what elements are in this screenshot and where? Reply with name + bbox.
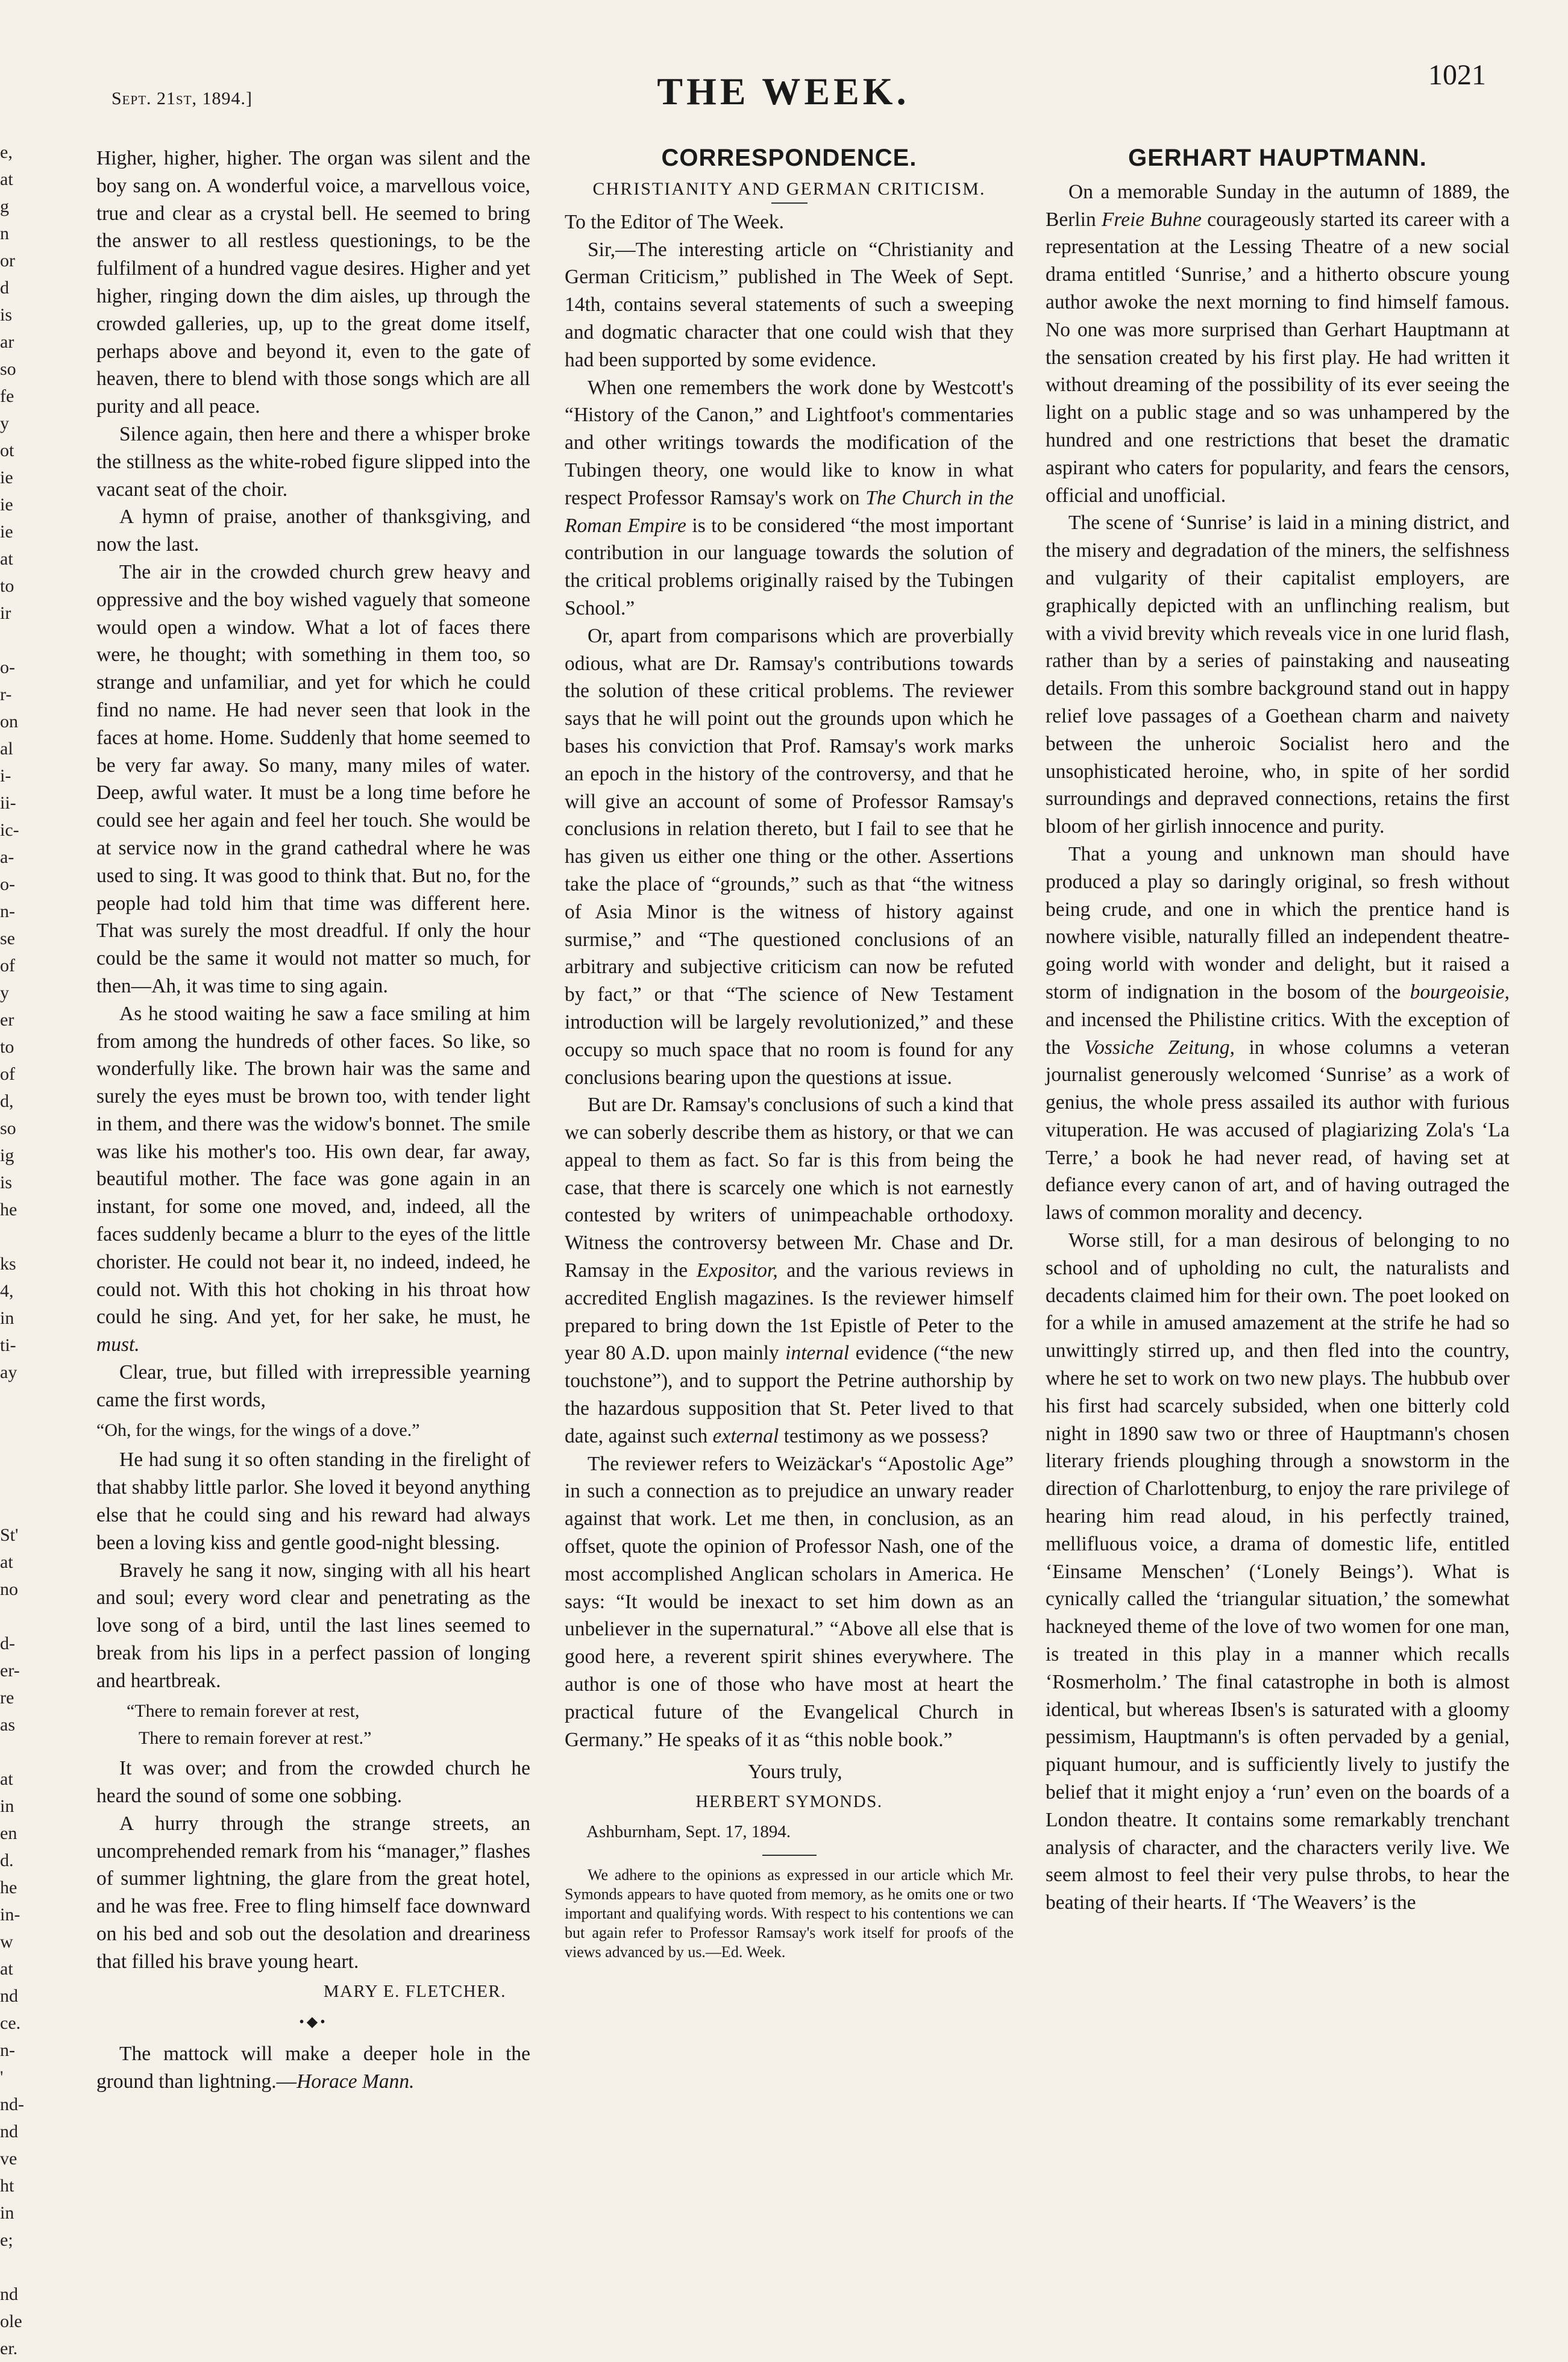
- margin-fragment: at: [0, 549, 13, 569]
- paragraph: Bravely he sang it now, singing with all his heart and soul; every word clear and penetrating as the love song of a bird, until the last lines seemed to break from his lips in a perfect passion of longing and heartbreak.: [96, 1559, 530, 1692]
- margin-fragment: in: [0, 1796, 14, 1816]
- margin-fragment: d-: [0, 1634, 15, 1653]
- margin-fragment: nd-: [0, 2094, 24, 2114]
- emphasis: external: [712, 1424, 779, 1447]
- page-number: 1021: [1428, 59, 1486, 91]
- margin-fragment: e,: [0, 142, 13, 162]
- emphasis: internal: [785, 1342, 850, 1365]
- paragraph: Worse still, for a man desirous of belonging to no school and of upholding no cult, the naturalists and decadents claimed him for their own. The poet looked on for a while in amused amazement at the strife he had so unwittingly stirred up, and then fled into the country, where he set to work on two new plays. The hubbub over his first had scarcely subsided, when one bitterly cold night in 1890 saw two or three of Hauptmann's chosen literary friends ploughing through a snowstorm in the direction of Charlottenburg, to enjoy the rare privilege of hearing him read aloud, in his perfectly trained, mellifluous voice, a drama of domestic life, entitled ‘Einsame Menschen’ (‘Lonely Beings’). What is cynically called the ‘triangular situation,’ the somewhat hackneyed theme of the love of two women for one man, is treated in this play in a manner which recalls ‘Rosmerholm.’ The final catastrophe in both is almost identical, but whereas Ibsen's is saturated with a gloomy pessimism, Hauptmann's is often pervaded by a genial, piquant humour, and is sufficiently lively to justify the belief that it might enjoy a ‘run’ even on the boards of a London theatre. It contains some remarkably trenchant analysis of character, and the characters verily live. We seem almost to feel their very pulse throbs, to hear the beating of their hearts. If ‘The Weavers’ is the: [1046, 1229, 1510, 1914]
- margin-fragment: r-: [0, 684, 12, 704]
- paragraph-text: That a young and unknown man should have produced a play so daringly original, so fresh without being crude, and one in which the prentice hand is nowhere visible, naturally filled an independent theatre-going world with wonder and delight, but it raised a storm of indignation in the bosom of the: [1046, 842, 1510, 1003]
- margin-fragment: [0, 1413, 24, 1440]
- margin-fragment: d,: [0, 1091, 14, 1111]
- margin-fragment: ii-: [0, 793, 16, 813]
- epigraph-author: Horace Mann.: [296, 2070, 415, 2093]
- verse: [96, 1697, 530, 1753]
- paragraph: Or, apart from comparisons which are proverbially odious, what are Dr. Ramsay's contributions towards the solution of these critical problems. The reviewer says that he will point out the grounds upon which he bases his conviction that Prof. Ramsay's work marks an epoch in the history of the controversy, and that he will give an account of some of Professor Ramsay's conclusions in relation thereto, but I fail to see that he has given us either one thing or the other. Assertions take the place of “grounds,” such as that “the witness of Asia Minor is the witness of history against surmise,” and “The questioned conclusions of an arbitrary and subjective criticism can now be refuted by fact,” or that “The science of New Testament introduction will be largely revolutionized,” and these occupy so much space that no room is found for any conclusions bearing upon the questions at issue.: [565, 624, 1014, 1089]
- margin-fragment: in: [0, 2203, 14, 2223]
- column-hauptmann: [1046, 145, 1510, 1917]
- letter-place-date: Ashburnham, Sept. 17, 1894.: [586, 1822, 791, 1842]
- margin-fragment: o-: [0, 657, 15, 677]
- column-correspondence: [565, 145, 1014, 1962]
- margin-fragment: o-: [0, 874, 15, 894]
- margin-fragment: n-: [0, 901, 15, 921]
- paragraph: [1046, 178, 1510, 510]
- margin-fragment: y: [0, 413, 9, 433]
- letter-closing: Yours truly,: [748, 1761, 842, 1784]
- letter-signature: HERBERT SYMONDS.: [695, 1792, 883, 1812]
- emphasis: bourgeoisie,: [1410, 980, 1510, 1003]
- divider: •◆•: [299, 2014, 328, 2031]
- margin-fragment: se: [0, 929, 15, 948]
- emphasis: must.: [96, 1333, 140, 1356]
- margin-fragment: [0, 1738, 24, 1765]
- margin-fragment: in-: [0, 1905, 20, 1925]
- margin-fragment: in: [0, 1308, 14, 1328]
- author-signature: MARY E. FLETCHER.: [323, 1981, 506, 2001]
- margin-fragment: n: [0, 224, 9, 243]
- paragraph: [96, 1000, 530, 1359]
- rule: [762, 1855, 817, 1856]
- paragraph: A hurry through the strange streets, an uncomprehended remark from his “manager,” flashes of summer lightning, the glare from the great hotel, and he was free. Free to fling himself face downward on his bed and sob out the desolation and dreariness that filled his brave young heart.: [96, 1812, 530, 1973]
- section-heading: CORRESPONDENCE.: [661, 145, 917, 171]
- margin-fragment: y: [0, 983, 9, 1003]
- journal-title: THE WEEK.: [657, 70, 910, 113]
- paragraph: [1046, 841, 1510, 1227]
- margin-fragment: ': [0, 2067, 4, 2087]
- paragraph: [565, 1091, 1014, 1450]
- margin-fragment: is: [0, 305, 13, 325]
- letter-title: CHRISTIANITY AND GERMAN CRITICISM.: [592, 178, 986, 199]
- margin-fragment: [0, 1223, 24, 1250]
- margin-fragment: [0, 1386, 24, 1413]
- editor-note: We adhere to the opinions as expressed in our article which Mr. Symonds appears to have quoted from memory, as he omits one or two important and qualifying words. With respect to his contentions we can but again refer to Professor Ramsay's work itself for proofs of the views advanced by us.—Ed. Week.: [565, 1865, 1014, 1961]
- left-margin-fragments: [0, 139, 24, 2358]
- margin-fragment: so: [0, 1118, 16, 1138]
- margin-fragment: [0, 627, 24, 654]
- paragraph: A hymn of praise, another of thanksgiving, and now the last.: [96, 506, 530, 556]
- margin-fragment: on: [0, 712, 18, 731]
- margin-fragment: ks: [0, 1254, 16, 1274]
- verse-line: “There to remain forever at rest,: [127, 1700, 360, 1721]
- margin-fragment: fe: [0, 386, 14, 406]
- paragraph-text: As he stood waiting he saw a face smiling at him from among the hundreds of other faces. So like, so wonderfully like. The brown hair was the same and surely the eyes must be brown too, with tender light in them, and there was the widow's bonnet. The smile was like his mother's too. His own dear, far away, beautiful mother. The face was gone again in an instant, for some one moved, and, indeed, all the faces suddenly became a blurr to the eyes of the little chorister. He could not bear it, no indeed, indeed, he could not. With this hot choking in his throat how could he sing. And yet, for her sake, he must, he: [96, 1002, 530, 1329]
- paragraph-text: in whose columns a veteran journalist generously welcomed ‘Sunrise’ as a work of genius, the whole press assailed its author with furious vituperation. He was accused of plagiarizing Zola's ‘La Terre,’ a book he had never read, of having set at defiance every canon of art, and of having outraged the laws of common morality and decency.: [1046, 1036, 1510, 1224]
- verse-line: “Oh, for the wings, for the wings of a dove.”: [96, 1420, 420, 1440]
- margin-fragment: ig: [0, 1145, 14, 1165]
- margin-fragment: ir: [0, 603, 11, 623]
- paragraph-text: is to be considered “the most important contribution in our language towards the solution of the critical problems originally raised by the Tubingen School.”: [565, 514, 1014, 619]
- section-heading: GERHART HAUPTMANN.: [1128, 145, 1427, 171]
- paragraph: Clear, true, but filled with irrepressible yearning came the first words,: [96, 1361, 530, 1411]
- paragraph: Higher, higher, higher. The organ was silent and the boy sang on. A wonderful voice, a marvellous voice, true and clear as a crystal bell. He seemed to bring the answer to all restless questionings, to be the fulfilment of a hundred vague desires. Higher and yet higher, ringing down the dim aisles, up through the crowded galleries, up, up to the great dome itself, perhaps above and beyond it, even to the gate of heaven, there to blend with those songs which are all purity and all peace.: [96, 147, 530, 418]
- margin-fragment: is: [0, 1173, 13, 1192]
- emphasis: The Church in the Roman Empire: [565, 486, 1014, 537]
- margin-fragment: to: [0, 576, 14, 596]
- margin-fragment: to: [0, 1037, 14, 1057]
- margin-fragment: i-: [0, 766, 11, 786]
- salutation: To the Editor of The Week.: [565, 210, 784, 233]
- margin-fragment: nd: [0, 2122, 18, 2141]
- margin-fragment: re: [0, 1688, 14, 1708]
- margin-fragment: ht: [0, 2176, 14, 2196]
- margin-fragment: er-: [0, 1661, 20, 1681]
- margin-fragment: he: [0, 1200, 17, 1220]
- paragraph: Silence again, then here and there a whisper broke the stillness as the white-robed figure slipped into the vacant seat of the choir.: [96, 422, 530, 501]
- margin-fragment: at: [0, 1769, 13, 1789]
- paragraph: Sir,—The interesting article on “Christianity and German Criticism,” published in The Week of Sept. 14th, contains several statements of such a sweeping and dogmatic character that one could wish that they had been supported by some evidence.: [565, 238, 1014, 371]
- margin-fragment: er: [0, 1010, 14, 1030]
- margin-fragment: ay: [0, 1362, 17, 1382]
- margin-fragment: ot: [0, 440, 14, 460]
- margin-fragment: ie: [0, 468, 13, 487]
- margin-fragment: of: [0, 1064, 15, 1084]
- margin-fragment: al: [0, 739, 13, 759]
- margin-fragment: ole: [0, 2311, 22, 2331]
- paragraph-text: testimony as we possess?: [783, 1424, 989, 1447]
- emphasis: Vossiche Zeitung,: [1084, 1036, 1235, 1059]
- margin-fragment: a-: [0, 847, 14, 867]
- margin-fragment: St': [0, 1525, 19, 1545]
- margin-fragment: n-: [0, 2040, 15, 2060]
- epigraph-text: The mattock will make a deeper hole in the ground than lightning.—: [96, 2043, 530, 2093]
- margin-fragment: d: [0, 278, 9, 298]
- issue-date: Sept. 21st, 1894.]: [111, 89, 253, 108]
- verse: [96, 1417, 530, 1444]
- margin-fragment: he: [0, 1878, 17, 1897]
- emphasis: Freie Buhne: [1101, 208, 1202, 231]
- margin-fragment: [0, 1467, 24, 1494]
- paragraph: The reviewer refers to Weizäckar's “Apostolic Age” in such a connection as to prejudice an unwary reader against that work. Let me then, in conclusion, as an offset, quote the opinion of Professor Nash, one of the most accomplished Anglican scholars in America. He says: “It would be inexact to set him down as an unbeliever in the supernatural.” “Above all else that is good here, a reverent spirit shines everywhere. The author is one of those who have most at heart the practical future of the Evangelical Church in Germany.” He speaks of it as “this noble book.”: [565, 1452, 1014, 1751]
- paragraph: The air in the crowded church grew heavy and oppressive and the boy wished vaguely that someone would open a window. What a lot of faces there were, he thought; with something in them too, so strange and unfamiliar, and yet for which he could find no name. He had never seen that look in the faces at home. Home. Suddenly that home seemed to be very far away. So many, many miles of water. Deep, awful water. It must be a long time before he could see her again and feel her touch. She would be at service now in the grand cathedral where he was used to sing. It was good to think that. But no, for the people had told him that time was different here. That was surely the most dreadful. If only the hour could be the same it would not matter so much, for then—Ah, it was time to sing again.: [96, 560, 530, 997]
- margin-fragment: ce.: [0, 2013, 21, 2033]
- margin-fragment: g: [0, 196, 9, 216]
- emphasis: Expositor,: [696, 1259, 778, 1282]
- paragraph-text: But are Dr. Ramsay's conclusions of such a kind that we can soberly describe them as history, or that we can appeal to them as fact. So far is this from being the case, that there is scarcely one which is not earnestly contested by writers of unimpeachable orthodoxy. Witness the controversy between Mr. Chase and Dr. Ramsay in the: [565, 1094, 1014, 1282]
- paragraph-text: and the various reviews in accredited English magazines. Is the reviewer himself prepared to bring down the 1st Epistle of Peter to the year 80 A.D. upon mainly: [565, 1259, 1014, 1365]
- margin-fragment: as: [0, 1715, 15, 1735]
- margin-fragment: no: [0, 1579, 18, 1599]
- margin-fragment: nd: [0, 1986, 18, 2006]
- margin-fragment: [0, 1494, 24, 1521]
- paragraph-text: courageously started its career with a representation at the Lessing Theatre of a new social drama entitled ‘Sunrise,’ and a hitherto obscure young author awoke the next morning to find himself famous. No one was more surprised than Gerhart Hauptmann at the sensation created by his first play. He had written it without dreaming of the possibility of its ever seeing the light on a public stage and so was unhampered by the hundred and one restrictions that beset the dramatic aspirant who caters for popularity, and fears the censors, official and unofficial.: [1046, 208, 1510, 507]
- margin-fragment: w: [0, 1932, 13, 1952]
- margin-fragment: d.: [0, 1850, 14, 1870]
- margin-fragment: ar: [0, 332, 14, 352]
- margin-fragment: ic-: [0, 820, 19, 840]
- paragraph: [565, 374, 1014, 622]
- epigraph: [96, 2040, 530, 2096]
- column-story: [96, 145, 530, 2096]
- margin-fragment: 4,: [0, 1281, 14, 1301]
- margin-fragment: ti-: [0, 1335, 16, 1355]
- margin-fragment: or: [0, 251, 15, 271]
- margin-fragment: nd: [0, 2284, 18, 2304]
- paragraph-text: On a memorable Sunday in the autumn of 1889, the Berlin: [1046, 180, 1510, 231]
- paragraph-text: When one remembers the work done by Westcott's “History of the Canon,” and Lightfoot's commentaries and other writings towards the modification of the Tubingen theory, one would like to know in what respect Professor Ramsay's work on: [565, 376, 1014, 509]
- margin-fragment: [0, 2254, 24, 2281]
- margin-fragment: ie: [0, 495, 13, 515]
- verse-line: There to remain forever at rest.”: [139, 1728, 372, 1749]
- margin-fragment: of: [0, 956, 15, 976]
- margin-fragment: at: [0, 169, 13, 189]
- paragraph-text: evidence (“the new touchstone”), and to support the Petrine authorship by the hazardous supposition that St. Peter lived to that date, against such: [565, 1342, 1014, 1447]
- margin-fragment: e;: [0, 2230, 13, 2250]
- paragraph: The scene of ‘Sunrise’ is laid in a mining district, and the misery and degradation of the miners, the selfishness and vulgarity of their capitalist employers, are graphically depicted with an unflinching realism, but with a vivid brevity which reveals vice in one lurid flash, rather than by a series of painstaking and nauseating details. From this sombre background stand out in happy relief love passages of a Goethean charm and naivety between the unheroic Socialist hero and the unsophisticated heroine, who, in spite of her sordid surroundings and depraved connections, retains the first bloom of her girlish innocence and purity.: [1046, 512, 1510, 838]
- paragraph: He had sung it so often standing in the firelight of that shabby little parlor. She loved it beyond anything else that he could sing and his reward had always been a loving kiss and gentle good-night blessing.: [96, 1449, 530, 1554]
- page-header: [0, 51, 1568, 117]
- paragraph: It was over; and from the crowded church he heard the sound of some one sobbing.: [96, 1757, 530, 1808]
- margin-fragment: at: [0, 1959, 13, 1979]
- margin-fragment: er.: [0, 2339, 18, 2358]
- margin-fragment: [0, 1603, 24, 1630]
- margin-fragment: ve: [0, 2149, 17, 2169]
- margin-fragment: [0, 1440, 24, 1467]
- margin-fragment: ie: [0, 522, 13, 542]
- margin-fragment: at: [0, 1552, 13, 1572]
- paragraph-text: and incensed the Philistine critics. With the exception of the: [1046, 1008, 1510, 1059]
- rule: [771, 202, 808, 204]
- margin-fragment: so: [0, 359, 16, 379]
- margin-fragment: en: [0, 1823, 17, 1843]
